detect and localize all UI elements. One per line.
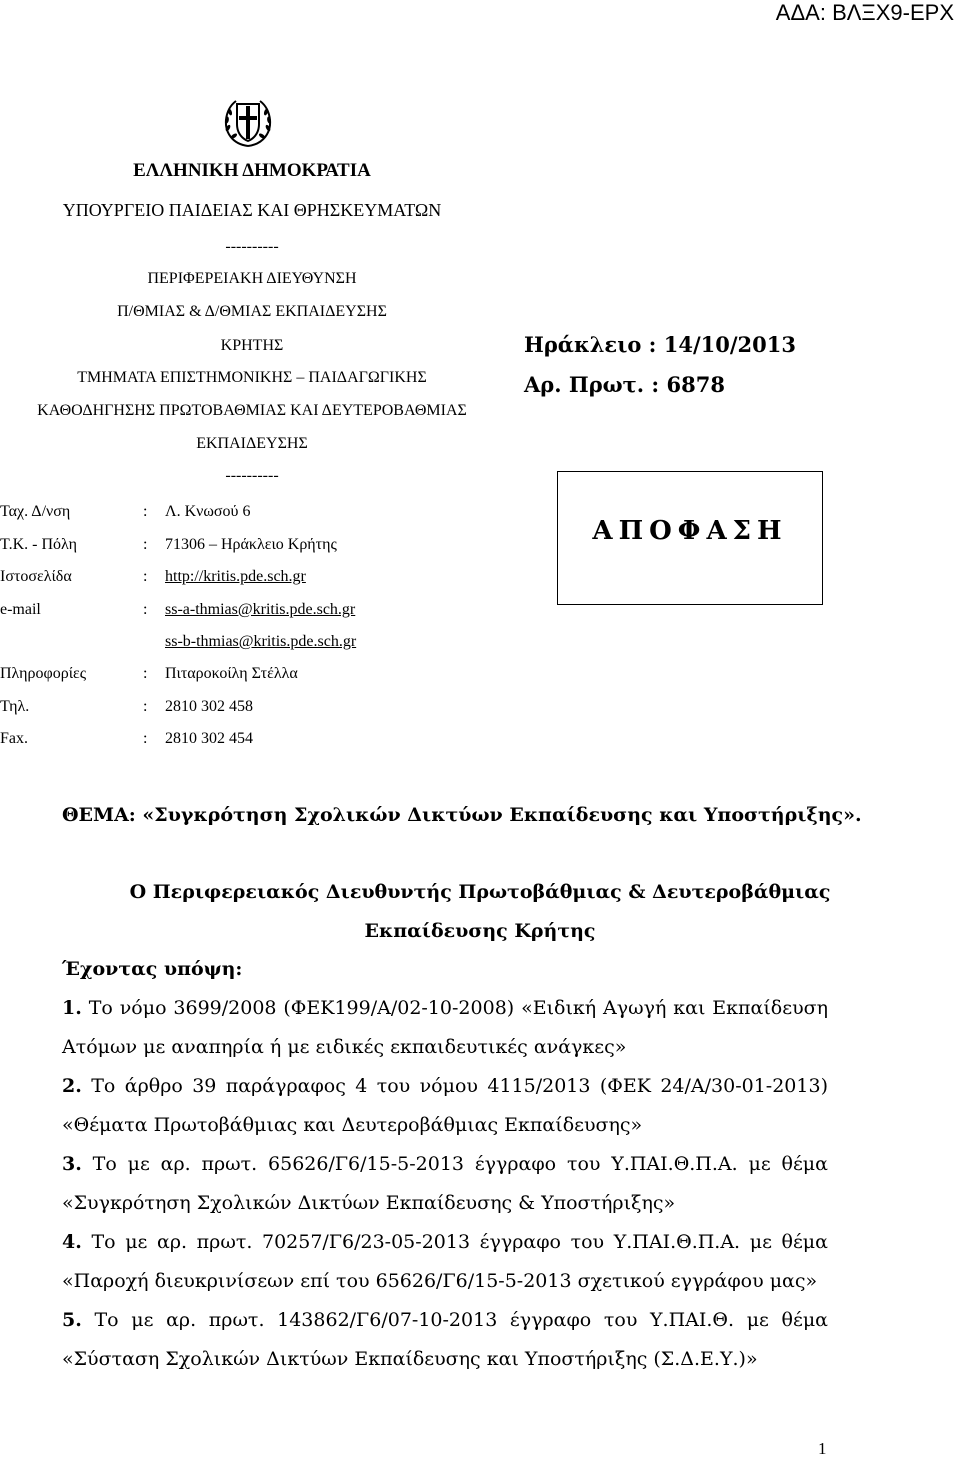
website-label: Ιστοσελίδα	[0, 568, 72, 585]
separator: ----------	[225, 467, 279, 484]
info-value: Πιταροκοίλη Στέλλα	[165, 665, 298, 682]
item-number: 4.	[62, 1231, 82, 1253]
item-number: 2.	[62, 1075, 82, 1097]
list-item-continuation: «Σύσταση Σχολικών Δικτύων Εκπαίδευσης και Υποστήριξης (Σ.Δ.Ε.Υ.)»	[62, 1348, 758, 1370]
directorate-line: ΚΡΗΤΗΣ	[220, 337, 284, 354]
email-link[interactable]: ss-a-thmias@kritis.pde.sch.gr	[165, 601, 356, 618]
list-item-continuation: «Συγκρότηση Σχολικών Δικτύων Εκπαίδευσης & Υποστήριξης»	[62, 1192, 676, 1214]
colon: :	[143, 665, 148, 682]
email-link[interactable]: ss-b-thmias@kritis.pde.sch.gr	[165, 633, 357, 650]
page-number: 1	[818, 1439, 827, 1458]
director-title: Εκπαίδευσης Κρήτης	[364, 920, 596, 942]
department-line: ΤΜΗΜΑΤΑ ΕΠΙΣΤΗΜΟΝΙΚΗΣ – ΠΑΙΔΑΓΩΓΙΚΗΣ	[77, 369, 427, 386]
item-number: 5.	[62, 1309, 82, 1331]
list-item	[62, 1231, 828, 1253]
item-number: 3.	[62, 1153, 82, 1175]
colon: :	[143, 730, 148, 747]
colon: :	[143, 568, 148, 585]
colon: :	[143, 698, 148, 715]
directorate-line: Π/ΘΜΙΑΣ & Δ/ΘΜΙΑΣ ΕΚΠΑΙΔΕΥΣΗΣ	[117, 303, 387, 320]
department-line: ΕΚΠΑΙΔΕΥΣΗΣ	[196, 435, 308, 452]
phone-label: Τηλ.	[0, 698, 30, 715]
fax-value: 2810 302 454	[165, 730, 253, 747]
phone-value: 2810 302 458	[165, 698, 253, 715]
list-item	[62, 997, 828, 1019]
protocol-number: Αρ. Πρωτ. : 6878	[524, 372, 725, 397]
subject-line: ΘΕΜΑ: «Συγκρότηση Σχολικών Δικτύων Εκπαίδευσης και Υποστήριξης».	[62, 804, 862, 826]
fax-label: Fax.	[0, 730, 28, 747]
director-title: Ο Περιφερειακός Διευθυντής Πρωτοβάθμιας & Δευτεροβάθμιας	[129, 881, 831, 903]
having-in-mind-heading: Έχοντας υπόψη:	[62, 958, 243, 980]
list-item	[62, 1153, 828, 1175]
decision-box	[557, 471, 823, 605]
item-text: Το με αρ. πρωτ. 65626/Γ6/15-5-2013 έγγραφο του Υ.ΠΑΙ.Θ.Π.Α. με θέμα	[92, 1153, 828, 1175]
item-text: Το νόμο 3699/2008 (ΦΕΚ199/Α/02-10-2008) «Ειδική Αγωγή και Εκπαίδευση	[88, 997, 828, 1019]
list-item-continuation: «Θέματα Πρωτοβάθμιας και Δευτεροβάθμιας Εκπαίδευσης»	[62, 1114, 643, 1136]
directorate-line: ΠΕΡΙΦΕΡΕΙΑΚΗ ΔΙΕΥΘΥΝΣΗ	[147, 270, 357, 287]
colon: :	[143, 503, 148, 520]
email-label: e-mail	[0, 601, 41, 618]
colon: :	[143, 601, 148, 618]
address-value: Λ. Κνωσού 6	[165, 503, 251, 520]
list-item-continuation: Ατόμων με αναπηρία ή με ειδικές εκπαιδευτικές ανάγκες»	[62, 1036, 627, 1058]
document-date: Ηράκλειο : 14/10/2013	[524, 332, 796, 357]
website-link[interactable]: http://kritis.pde.sch.gr	[165, 568, 306, 585]
separator: ----------	[225, 238, 279, 255]
republic-title: ΕΛΛΗΝΙΚΗ ΔΗΜΟΚΡΑΤΙΑ	[133, 160, 371, 181]
address-label: Ταχ. Δ/νση	[0, 503, 71, 520]
item-text: Το άρθρο 39 παράγραφος 4 του νόμου 4115/2013 (ΦΕΚ 24/Α/30-01-2013)	[91, 1075, 828, 1097]
department-line: ΚΑΘΟΔΗΓΗΣΗΣ ΠΡΩΤΟΒΑΘΜΙΑΣ ΚΑΙ ΔΕΥΤΕΡΟΒΑΘΜΙΑΣ	[37, 402, 467, 419]
ministry-name: ΥΠΟΥΡΓΕΙΟ ΠΑΙΔΕΙΑΣ ΚΑΙ ΘΡΗΣΚΕΥΜΑΤΩΝ	[62, 200, 442, 220]
info-label: Πληροφορίες	[0, 665, 87, 682]
item-text: Το με αρ. πρωτ. 143862/Γ6/07-10-2013 έγγραφο του Υ.ΠΑΙ.Θ. με θέμα	[94, 1309, 828, 1331]
item-text: Το με αρ. πρωτ. 70257/Γ6/23-05-2013 έγγραφο του Υ.ΠΑΙ.Θ.Π.Α. με θέμα	[91, 1231, 828, 1253]
list-item-continuation: «Παροχή διευκρινίσεων επί του 65626/Γ6/15-5-2013 σχετικού εγγράφου μας»	[62, 1270, 818, 1292]
list-item	[62, 1309, 828, 1331]
zip-label: Τ.Κ. - Πόλη	[0, 536, 78, 553]
item-number: 1.	[62, 997, 82, 1019]
colon: :	[143, 536, 148, 553]
zip-value: 71306 – Ηράκλειο Κρήτης	[165, 536, 337, 553]
list-item	[62, 1075, 828, 1097]
ada-code: ΑΔΑ: ΒΛΞΧ9-ΕΡΧ	[775, 0, 954, 25]
decision-title: ΑΠΟΦΑΣΗ	[592, 516, 788, 546]
greek-coat-of-arms-icon	[220, 94, 276, 150]
